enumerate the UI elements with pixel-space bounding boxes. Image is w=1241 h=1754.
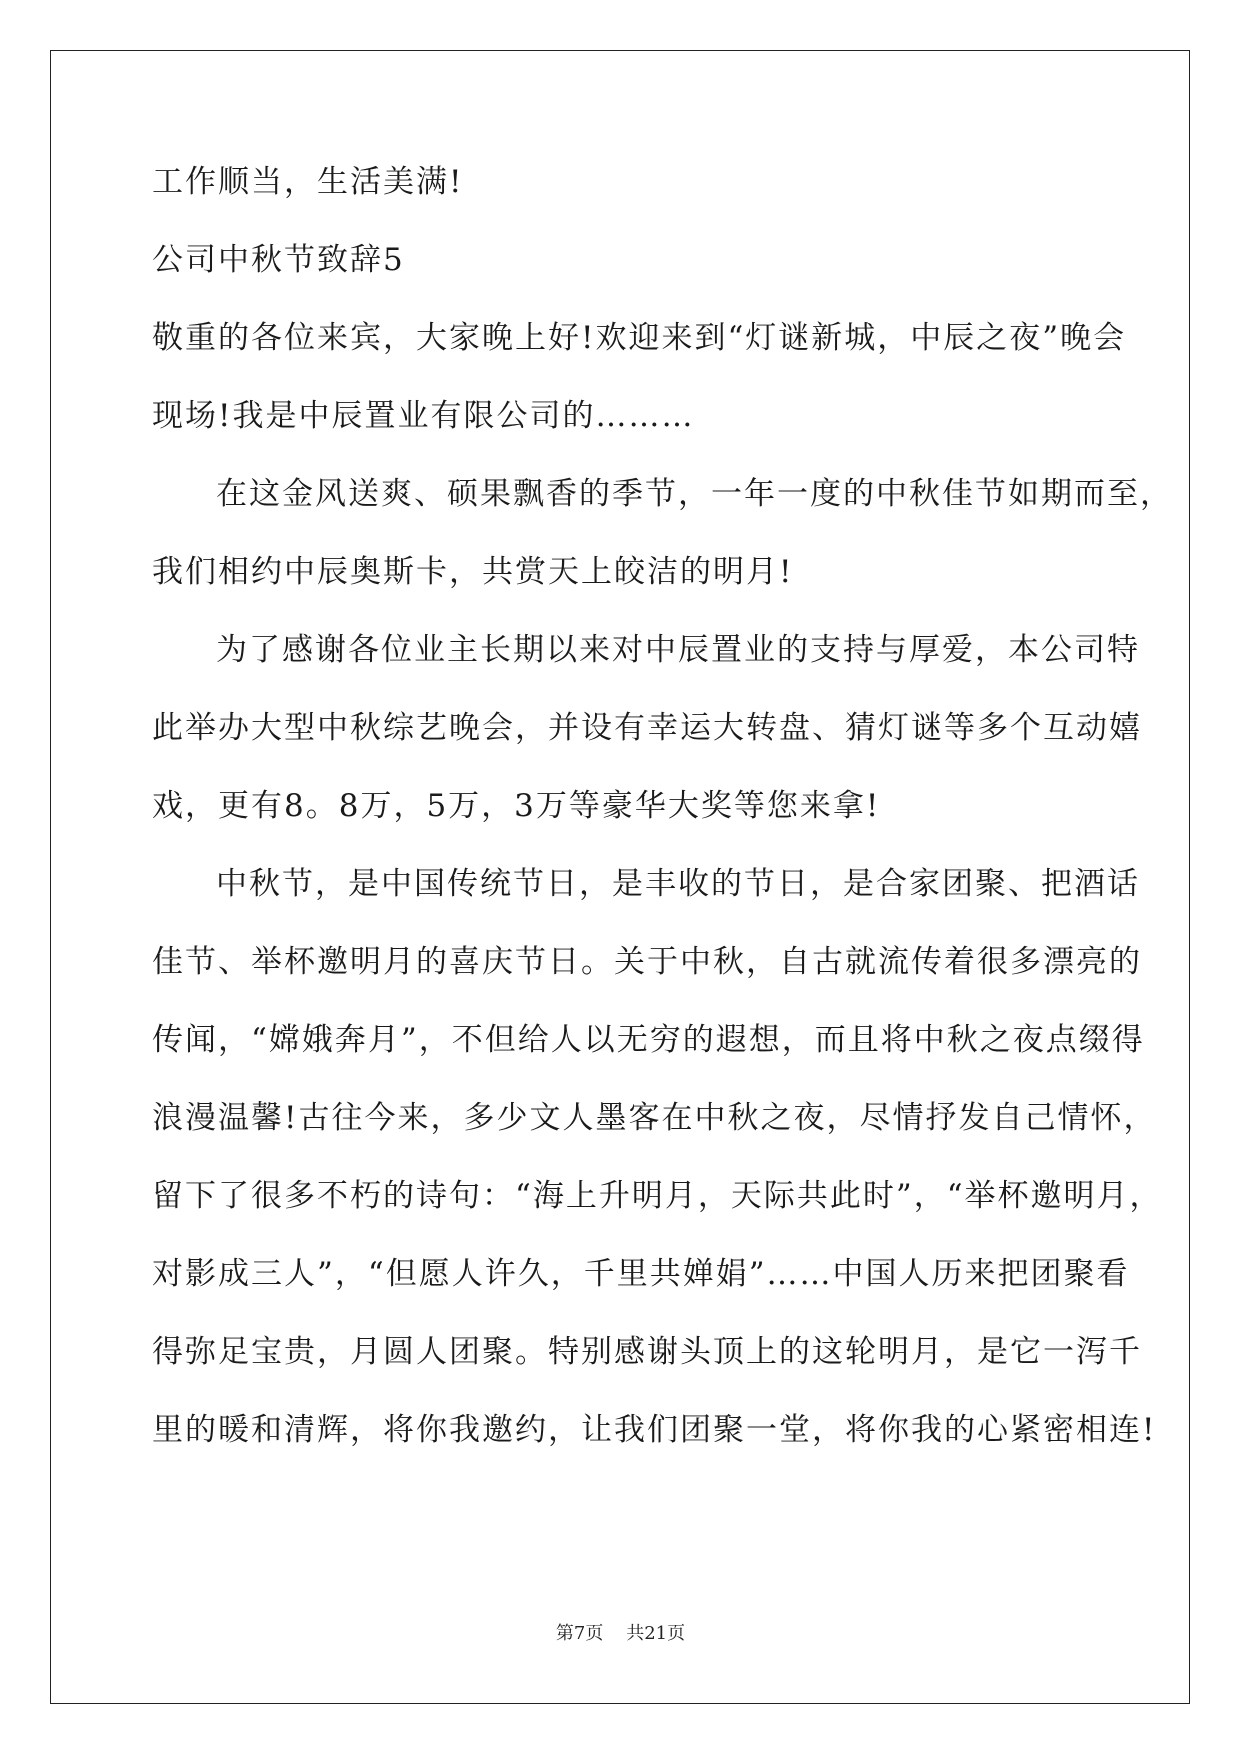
page-footer bbox=[0, 1624, 1241, 1644]
text-line: 留下了很多不朽的诗句：“海上升明月，天际共此时”，“举杯邀明月， bbox=[152, 1178, 1163, 1214]
text-line: 佳节、举杯邀明月的喜庆节日。关于中秋，自古就流传着很多漂亮的 bbox=[152, 944, 1142, 980]
paragraph-start-line: 为了感谢各位业主长期以来对中辰置业的支持与厚爱，本公司特 bbox=[216, 632, 1140, 668]
paragraph-start-line: 中秋节，是中国传统节日，是丰收的节日，是合家团聚、把酒话 bbox=[216, 866, 1140, 902]
text-line: 得弥足宝贵，月圆人团聚。特别感谢头顶上的这轮明月，是它一泻千 bbox=[152, 1334, 1142, 1370]
page-total: 共21页 bbox=[626, 1623, 686, 1644]
paragraph-start-line: 在这金风送爽、硕果飘香的季节，一年一度的中秋佳节如期而至， bbox=[216, 476, 1173, 512]
text-line: 此举办大型中秋综艺晚会，并设有幸运大转盘、猜灯谜等多个互动嬉 bbox=[152, 710, 1142, 746]
text-line: 敬重的各位来宾，大家晚上好!欢迎来到“灯谜新城，中辰之夜”晚会 bbox=[152, 320, 1127, 356]
text-line: 浪漫温馨!古往今来，多少文人墨客在中秋之夜，尽情抒发自己情怀， bbox=[152, 1100, 1157, 1136]
text-line: 我们相约中辰奥斯卡，共赏天上皎洁的明月! bbox=[152, 554, 794, 590]
text-line: 传闻，“嫦娥奔月”，不但给人以无穷的遐想，而且将中秋之夜点缀得 bbox=[152, 1022, 1145, 1058]
text-line: 对影成三人”，“但愿人许久，千里共婵娟”……中国人历来把团聚看 bbox=[152, 1256, 1130, 1292]
text-line: 工作顺当，生活美满! bbox=[152, 164, 464, 200]
document-body bbox=[152, 164, 1173, 1492]
text-line: 里的暖和清辉，将你我邀约，让我们团聚一堂，将你我的心紧密相连! bbox=[152, 1412, 1157, 1448]
text-line: 戏，更有8。8万，5万，3万等豪华大奖等您来拿! bbox=[152, 788, 881, 824]
page-number: 第7页 bbox=[555, 1623, 604, 1644]
text-line: 现场!我是中辰置业有限公司的……… bbox=[152, 398, 695, 434]
section-heading: 公司中秋节致辞5 bbox=[152, 242, 405, 278]
